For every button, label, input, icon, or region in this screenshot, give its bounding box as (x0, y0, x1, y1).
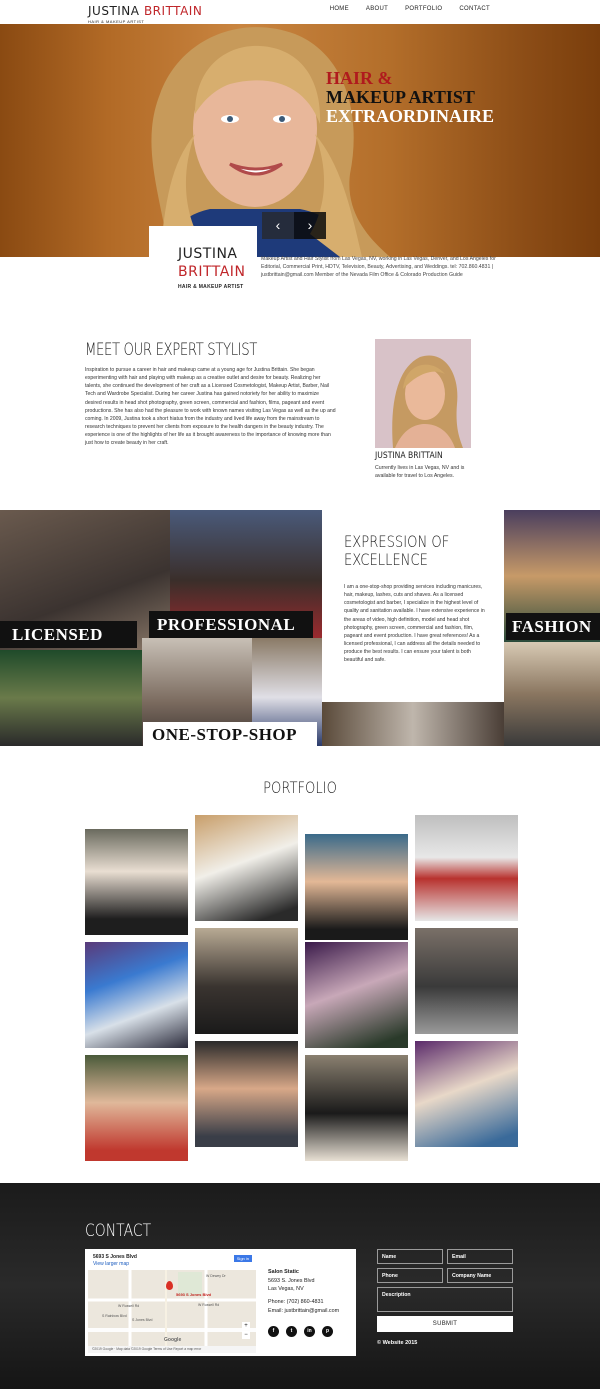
slider-controls (262, 212, 326, 239)
banner-professional: PROFESSIONAL (149, 611, 313, 638)
map-street-russell-1: W Russell Rd (118, 1304, 140, 1308)
intro-first-name: JUSTINA (178, 246, 238, 262)
map-zoom-out-button[interactable]: − (242, 1331, 250, 1339)
submit-button[interactable]: SUBMIT (377, 1316, 513, 1332)
location-map[interactable] (88, 1252, 256, 1353)
banner-licensed: LICENSED (0, 621, 137, 648)
business-email: Email: justbrittain@gmail.com (268, 1307, 340, 1314)
top-nav (0, 0, 600, 24)
portfolio-photo-6[interactable] (195, 928, 298, 1034)
map-pin-label: 5693 S Jones Blvd (176, 1292, 212, 1297)
map-street-jones: S Jones Blvd (132, 1318, 153, 1322)
stylist-note: Currently lives in Las Vegas, NV and is available for travel to Los Angeles. (375, 465, 465, 480)
nav-item-home[interactable]: HOME (329, 6, 349, 12)
map-larger-link[interactable]: View larger map (93, 1261, 130, 1267)
map-street-russell-2: W Russell Rd (198, 1303, 220, 1307)
portfolio-photo-9[interactable] (85, 1055, 188, 1161)
banner-one-stop-shop: ONE-STOP-SHOP (143, 722, 317, 746)
logo-last-name: BRITTAIN (143, 4, 203, 18)
hero-slider (0, 24, 600, 257)
map-zoom-in-button[interactable]: + (242, 1322, 250, 1330)
nav-item-portfolio[interactable]: PORTFOLIO (405, 6, 443, 12)
copyright: © Website 2015 (377, 1340, 418, 1346)
logo[interactable] (88, 3, 202, 24)
expression-title: EXPRESSION OF EXCELLENCE (344, 532, 450, 570)
collage-photo-3 (0, 650, 142, 746)
phone-field[interactable]: Phone (377, 1268, 443, 1283)
map-google-logo: Google (164, 1337, 182, 1343)
portfolio-photo-8[interactable] (415, 928, 518, 1034)
portfolio-photo-1[interactable] (85, 829, 188, 935)
twitter-icon[interactable]: t (286, 1326, 297, 1337)
banner-fashion: FASHION (506, 613, 600, 640)
map-pin-icon (166, 1281, 173, 1290)
slider-prev-button[interactable]: ‹ (262, 212, 294, 239)
contact-title: CONTACT (85, 1221, 152, 1241)
hero-line-2: MAKEUP ARTIST (326, 86, 475, 107)
contact-card (85, 1249, 356, 1356)
description-field[interactable]: Description (377, 1287, 513, 1312)
collage-photo-7 (504, 642, 600, 746)
facebook-icon[interactable]: f (268, 1326, 279, 1337)
email-field[interactable]: Email (447, 1249, 513, 1264)
portfolio-photo-12[interactable] (415, 1041, 518, 1147)
intro-logo-card (149, 226, 257, 298)
map-signin-button[interactable]: Sign in (234, 1255, 252, 1262)
map-footer: ©2019 Google · Map data ©2019 Google Terms of Use Report a map error (88, 1346, 256, 1353)
portfolio-photo-5[interactable] (85, 942, 188, 1048)
slider-next-button[interactable]: › (294, 212, 326, 239)
intro-last-name: BRITTAIN (178, 264, 246, 280)
map-header (88, 1252, 256, 1270)
about-body: Inspiration to pursue a career in hair and makeup came at a young age for Justina Brittain. She began experimenting with hair and playing with makeup as a creative outlet and desire for beauty. Realizing her talents, she continued the development of her craft as a Licensed Cosmetologist, Makeup Artist, Barber, Nail Tech and Wardrobe Specialist. During her career Justina has gained notoriety for her ability to maximize desired results in head shot photography, green screen, commercial and fashion, films, pageant and event productions. She has also had the pleasure to work with known names visiting Las Vegas as well as the up and coming. In 2009, Justina took a short hiatus from the industry and lived life away from the mainstream to research techniques to prevent her clients from exposure to the health dangers in the beauty industry. The experience is one of the highlights of her life as it brought awareness to the importance of knowing more than just how to create beauty in her craft. (85, 367, 336, 447)
nav-item-about[interactable]: ABOUT (365, 6, 389, 12)
intro-text: Makeup Artist and Hair Stylist from Las Vegas, NV, working in Las Vegas, Denver, and Los Angeles for Editorial, Commercial Print, HDTV, Television, Beauty, Advertising, and Weddings. tel: 702.860.4831 | justbrittain@gmail.com Member of the Nevada Film Office & Colorado Production Guide (261, 256, 496, 279)
nav-item-contact[interactable]: CONTACT (459, 6, 490, 12)
business-address (268, 1268, 354, 1315)
portfolio-photo-10[interactable] (195, 1041, 298, 1147)
hero-portrait-image (100, 24, 390, 257)
map-address: 5693 S Jones Blvd (93, 1254, 137, 1260)
linkedin-icon[interactable]: in (304, 1326, 315, 1337)
expression-card (322, 505, 504, 702)
company-field[interactable]: Company Name (447, 1268, 513, 1283)
map-street-dewey: W Dewey Dr (206, 1274, 226, 1278)
map-street-rainbow: S Rainbow Blvd (102, 1314, 127, 1318)
contact-section (0, 1183, 600, 1389)
hero-line-1: HAIR & (326, 68, 393, 88)
about-title: MEET OUR EXPERT STYLIST (85, 340, 257, 360)
logo-first-name: JUSTINA (88, 4, 140, 18)
collage-photo-8 (322, 702, 504, 746)
business-phone: Phone: (702) 860-4831 (268, 1298, 324, 1305)
expression-text: I am a one-stop-shop providing services including manicures, hair, makeup, lashes, cuts and shaves. As a licensed cosmetologist and barber, I specialize in the highest level of quality and sanitation available. I have extensive experience in the areas of video, high definition, model and head shot photography, green screen, commercial and fashion, film, pageant and event production. I have great references! As a licensed professional, I can address all the details needed to produce the best results. I can ensure your talent is both beautiful and safe. (344, 584, 485, 664)
hero-line-3: EXTRAORDINAIRE (326, 105, 495, 126)
pinterest-icon[interactable]: p (322, 1326, 333, 1337)
portfolio-photo-2[interactable] (195, 815, 298, 921)
portfolio-photo-4[interactable] (415, 815, 518, 921)
intro-subtitle: HAIR & MAKEUP ARTIST (178, 284, 244, 290)
portfolio-photo-11[interactable] (305, 1055, 408, 1161)
hero-tagline (326, 69, 494, 126)
services-collage (0, 510, 600, 746)
stylist-photo (375, 339, 471, 448)
portfolio-photo-7[interactable] (305, 942, 408, 1048)
portfolio-title: PORTFOLIO (263, 778, 337, 797)
logo-subtitle: HAIR & MAKEUP ARTIST (88, 19, 145, 24)
address-line-2: Las Vegas, NV (268, 1286, 304, 1293)
business-name: Salon Static (268, 1269, 299, 1275)
portfolio-photo-3[interactable] (305, 834, 408, 940)
address-line-1: 5693 S. Jones Blvd (268, 1277, 315, 1284)
name-field[interactable]: Name (377, 1249, 443, 1264)
social-links (268, 1326, 333, 1337)
nav-menu (330, 6, 490, 12)
stylist-name: JUSTINA BRITTAIN (375, 451, 443, 461)
